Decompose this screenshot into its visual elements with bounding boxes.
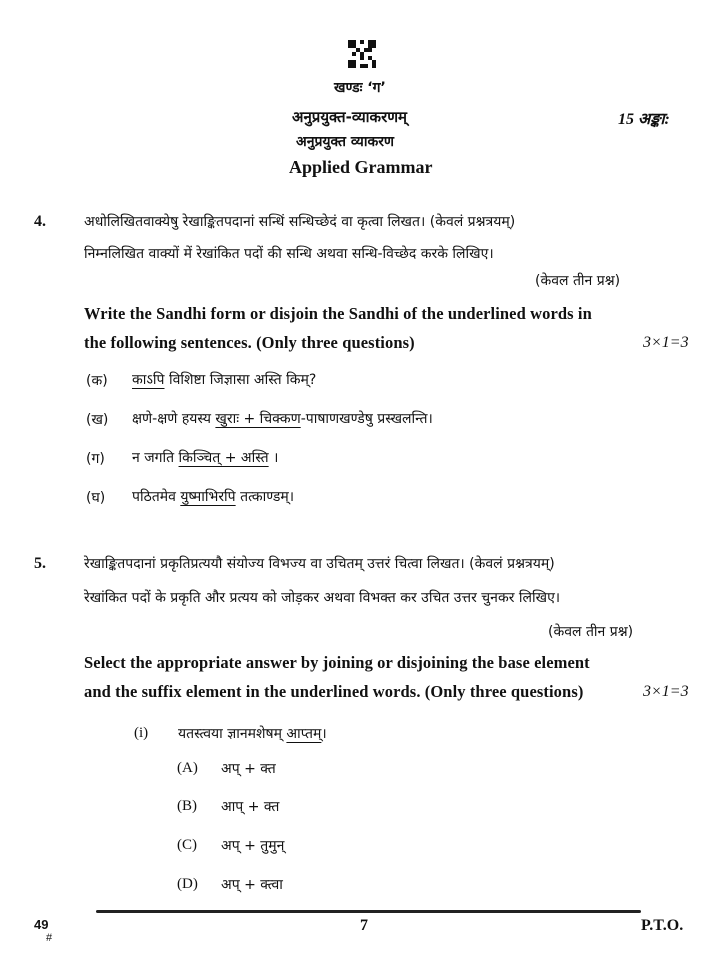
q4-instruction-sanskrit: अधोलिखितवाक्येषु रेखाङ्कितपदानां सन्धिं सन्धिच्छेदं वा कृत्वा लिखत। (केवलं प्रश्नत्रयम्) <box>84 214 516 230</box>
page-number: 7 <box>360 917 368 934</box>
title-english: Applied Grammar <box>289 157 433 177</box>
q4-item-label: (घ) <box>86 490 106 506</box>
option-label: (D) <box>177 876 198 892</box>
q4-instruction-hindi: निम्नलिखित वाक्यों में रेखांकित पदों की सन्धि अथवा सन्धि-विच्छेद करके लिखिए। <box>84 246 494 262</box>
footer-divider <box>96 910 641 913</box>
question-number: 4. <box>34 213 46 230</box>
q5-instruction-hindi: रेखांकित पदों के प्रकृति और प्रत्यय को जोड़कर अथवा विभक्त कर उचित उत्तर चुनकर लिखिए। <box>84 590 561 606</box>
q5-instruction-english-2: and the suffix element in the underlined words. (Only three questions) <box>84 682 584 701</box>
underlined-word: किञ्चित् + अस्ति <box>178 450 269 466</box>
q4-item-text: काऽपि विशिष्टा जिज्ञासा अस्ति किम्? <box>132 372 317 388</box>
option-label: (A) <box>177 760 198 776</box>
section-label: खण्डः ‘ग’ <box>334 80 386 96</box>
option-text: आप् + क्त <box>221 799 280 815</box>
title-hindi: अनुप्रयुक्त व्याकरण <box>296 134 395 150</box>
option-text: अप् + तुमुन् <box>221 838 285 854</box>
option-label: (B) <box>177 798 197 814</box>
underlined-word: खुराः + चिक्कण <box>215 411 301 427</box>
option-text: अप् + क्त <box>221 761 276 777</box>
option-text: अप् + क्त्वा <box>221 877 283 893</box>
q4-instruction-english-2: the following sentences. (Only three questions) <box>84 333 415 352</box>
q4-item-label: (ग) <box>86 451 105 467</box>
q4-instruction-english-1: Write the Sandhi form or disjoin the Sandhi of the underlined words in <box>84 304 592 323</box>
q5-instruction-english-1: Select the appropriate answer by joining or disjoining the base element <box>84 653 590 672</box>
q4-item-label: (ख) <box>86 412 109 428</box>
underlined-word: काऽपि <box>132 372 165 388</box>
underlined-word: आप्तम् <box>286 726 322 742</box>
q4-item-label: (क) <box>86 373 108 389</box>
paper-code: 49 <box>34 917 49 932</box>
total-marks: 15 अङ्का: <box>618 111 670 128</box>
q5-instruction-sanskrit: रेखाङ्कितपदानां प्रकृतिप्रत्ययौ संयोज्य विभज्य वा उचितम् उत्तरं चित्वा लिखत। (केवलं प्रश्नत्रयम्) <box>84 556 555 572</box>
option-label: (C) <box>177 837 197 853</box>
underlined-word: युष्माभिरपि <box>180 489 236 505</box>
q4-marks: 3×1=3 <box>643 334 689 351</box>
q5-subquestion-text: यतस्त्वया ज्ञानमशेषम् आप्तम्। <box>178 726 327 742</box>
question-number: 5. <box>34 555 46 572</box>
q5-subquestion-label: (i) <box>134 725 149 741</box>
q4-item-text: न जगति किञ्चित् + अस्ति । <box>132 450 279 466</box>
q4-item-text: पठितमेव युष्माभिरपि तत्काण्डम्। <box>132 489 295 505</box>
title-sanskrit: अनुप्रयुक्त-व्याकरणम् <box>292 108 408 126</box>
q4-item-text: क्षणे-क्षणे हयस्य खुराः + चिक्कण-पाषाणखण्डेषु प्रस्खलन्ति। <box>132 411 433 427</box>
qr-code-icon <box>348 40 376 68</box>
q5-marks: 3×1=3 <box>643 683 689 700</box>
hash-mark: # <box>46 932 53 944</box>
q4-only-three-hindi: (केवल तीन प्रश्न) <box>535 273 621 289</box>
pto-label: P.T.O. <box>641 917 684 934</box>
q5-only-three-hindi: (केवल तीन प्रश्न) <box>548 624 634 640</box>
